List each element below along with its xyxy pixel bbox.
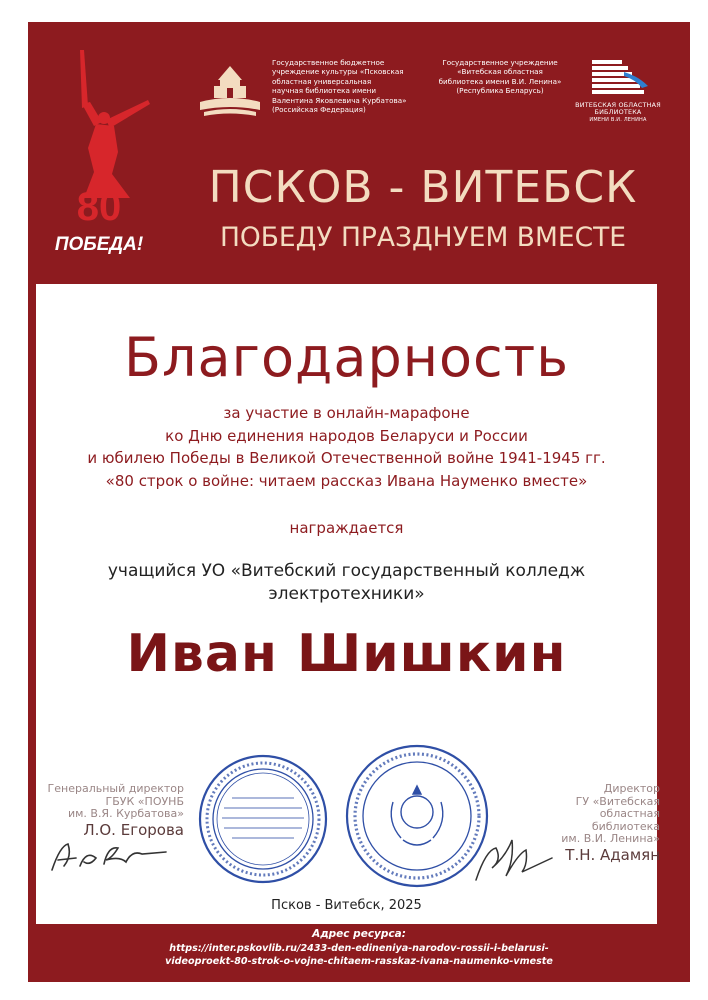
page-title: ПСКОВ - ВИТЕБСК	[208, 162, 638, 213]
dedication-text: за участие в онлайн-марафоне ко Дню единения народов Беларуси и России и юбилею Победы в Великой Отечественной войне 1941-1945 гг. «80 строк о войне: читаем рассказ Ивана Науменко вместе»	[87, 404, 606, 490]
right-handwritten-signature	[466, 820, 556, 890]
right-signatory-name: Т.Н. Адамян	[565, 845, 660, 864]
pskov-library-stamp	[196, 752, 330, 886]
vitebsk-library-logo	[568, 58, 668, 130]
resource-url: https://inter.pskovlib.ru/2433-den-edineniya-narodov-rossii-i-belarusi- videoproekt-80-strok-o-vojne-chitaem-rasskaz-ivana-naumenko-vmeste	[165, 943, 553, 967]
awarded-label: награждается	[289, 519, 404, 537]
left-signatory: Генеральный директор ГБУК «ПОУНБ им. В.Я. Курбатова» Л.О. Егорова	[44, 783, 184, 836]
pskov-library-logo-icon	[196, 64, 264, 118]
emblem-word: ПОБЕДА!	[54, 234, 144, 255]
right-signatory: Директор ГУ «Витебская областная библиотека им. В.И. Ленина» Т.Н. Адамян	[520, 783, 660, 861]
place-and-date: Псков - Витебск, 2025	[271, 898, 422, 913]
stacked-books-icon	[586, 58, 650, 98]
left-handwritten-signature	[46, 836, 186, 876]
pskov-library-block	[196, 58, 426, 128]
pskov-library-name: Государственное бюджетное учреждение культуры «Псковская областная универсальная научная библиотека имени Валентина Яковлевича Курбатова» (Российская Федерация)	[272, 58, 407, 115]
vitebsk-library-name: Государственное учреждение «Витебская областная библиотека имени В.И. Ленина» (Республика Беларусь)	[438, 58, 562, 96]
recipient-description: учащийся УО «Витебский государственный колледж электротехники»	[107, 561, 586, 604]
vitebsk-logo-caption: ВИТЕБСКАЯ ОБЛАСТНАЯ БИБЛИОТЕКА ИМЕНИ В.И. ЛЕНИНА	[575, 101, 661, 123]
recipient-name: Иван Шишкин	[126, 624, 567, 684]
page-subtitle: ПОБЕДУ ПРАЗДНУЕМ ВМЕСТЕ	[219, 222, 627, 253]
certificate-heading: Благодарность	[123, 326, 570, 389]
left-signatory-name: Л.О. Егорова	[83, 820, 184, 839]
victory-80-emblem	[44, 48, 154, 258]
emblem-number: 80	[76, 185, 122, 229]
resource-address-label: Адрес ресурса:	[312, 928, 406, 940]
